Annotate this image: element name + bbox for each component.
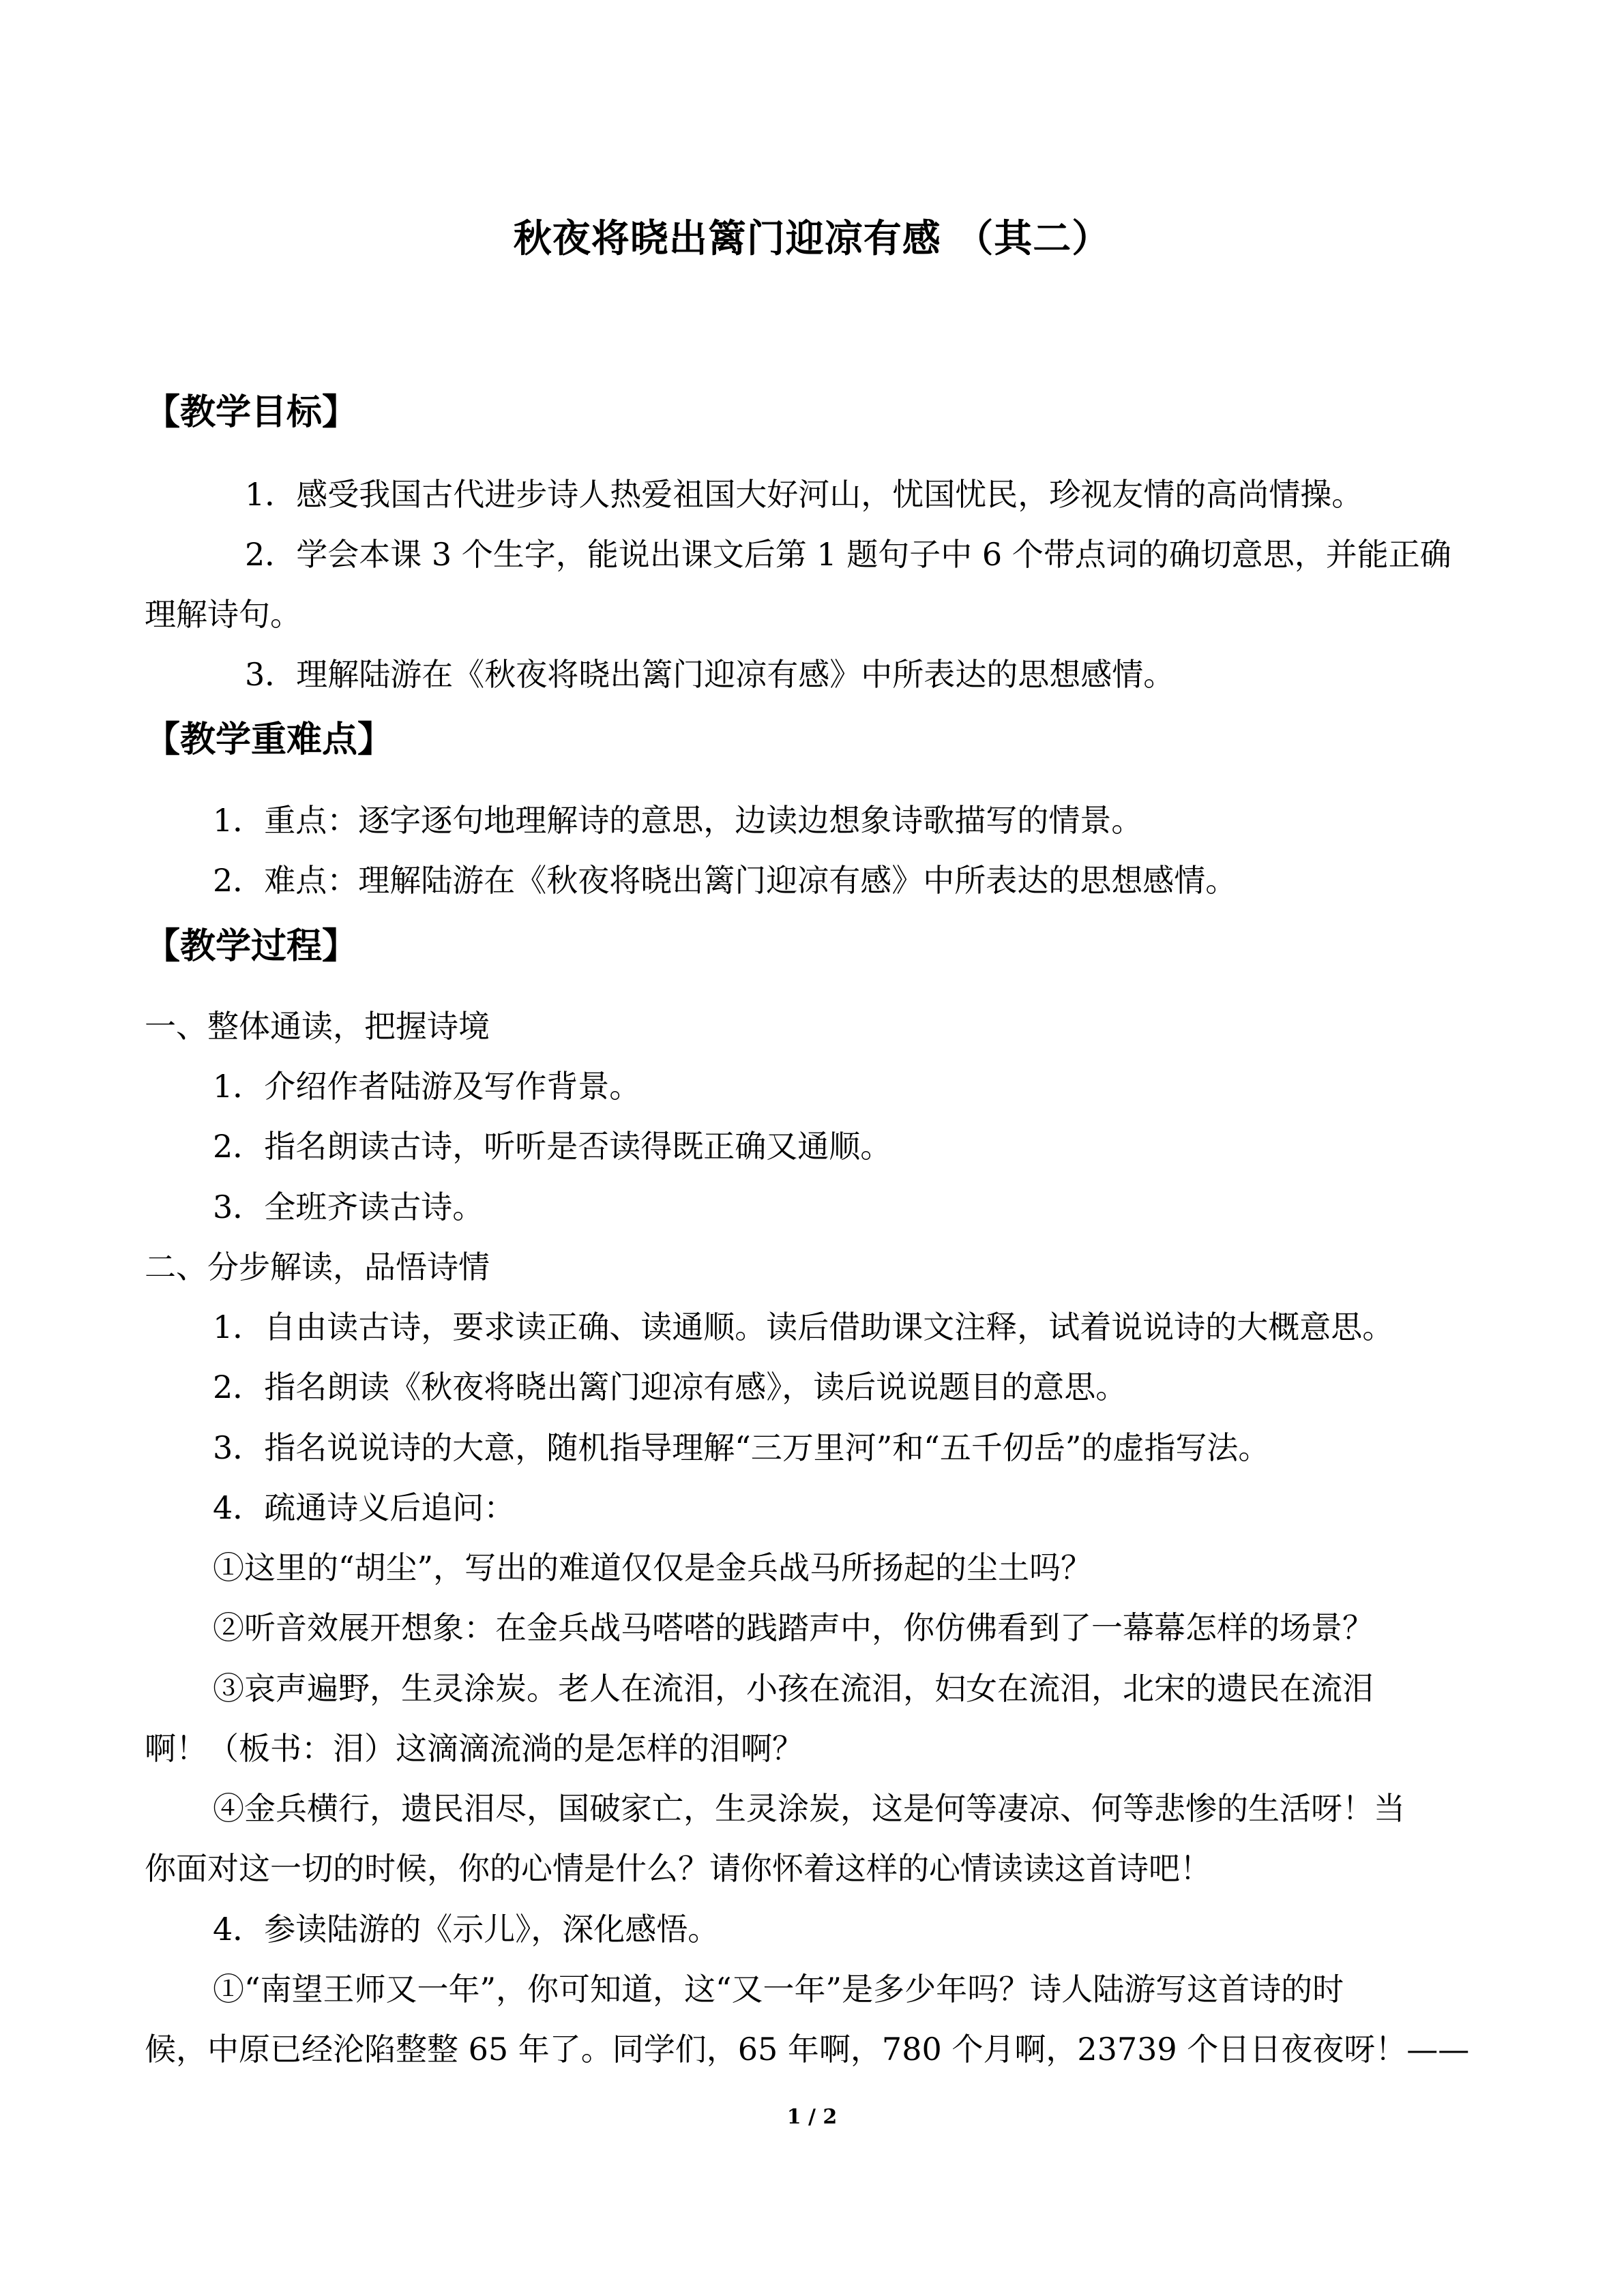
- key-point-line-2: 2．难点：理解陆游在《秋夜将晓出篱门迎凉有感》中所表达的思想感情。: [213, 862, 1237, 899]
- goal-line-1: 1．感受我国古代进步诗人热爱祖国大好河山，忧国忧民，珍视友情的高尚情操。: [245, 476, 1363, 513]
- process-line-2: 1．介绍作者陆游及写作背景。: [213, 1068, 641, 1105]
- process-line-17: ①“南望王师又一年”，你可知道，这“又一年”是多少年吗？诗人陆游写这首诗的时: [213, 1971, 1344, 2008]
- process-line-5: 二、分步解读，品悟诗情: [145, 1249, 490, 1285]
- process-line-13: 啊！（板书：泪）这滴滴流淌的是怎样的泪啊？: [145, 1730, 803, 1767]
- document-title: 秋夜将晓出篱门迎凉有感 （其二）: [513, 216, 1111, 261]
- key-point-line-1: 1．重点：逐字逐句地理解诗的意思，边读边想象诗歌描写的情景。: [213, 802, 1143, 839]
- section-heading-goals: 【教学目标】: [145, 392, 358, 433]
- process-line-8: 3．指名说说诗的大意，随机指导理解“三万里河”和“五千仞岳”的虚指写法。: [213, 1429, 1270, 1466]
- process-line-4: 3．全班齐读古诗。: [213, 1189, 484, 1225]
- goal-line-3: 理解诗句。: [145, 596, 301, 633]
- goal-line-4: 3．理解陆游在《秋夜将晓出篱门迎凉有感》中所表达的思想感情。: [245, 656, 1175, 693]
- process-line-3: 2．指名朗读古诗，听听是否读得既正确又通顺。: [213, 1128, 892, 1165]
- goal-line-2: 2．学会本课 3 个生字，能说出课文后第 1 题句子中 6 个带点词的确切意思，并能正确: [245, 536, 1451, 573]
- process-line-14: ④金兵横行，遗民泪尽，国破家亡，生灵涂炭，这是何等凄凉、何等悲惨的生活呀！当: [213, 1790, 1405, 1827]
- process-line-6: 1．自由读古诗，要求读正确、读通顺。读后借助课文注释，试着说说诗的大概意思。: [213, 1309, 1394, 1345]
- process-line-9: 4．疏通诗义后追问：: [213, 1489, 516, 1526]
- section-heading-key-points: 【教学重难点】: [145, 719, 394, 760]
- process-line-18: 候，中原已经沦陷整整 65 年了。同学们，65 年啊，780 个月啊，23739 个日日夜夜呀！——: [145, 2031, 1470, 2068]
- process-line-1: 一、整体通读，把握诗境: [145, 1008, 490, 1045]
- process-line-10: ①这里的“胡尘”，写出的难道仅仅是金兵战马所扬起的尘土吗？: [213, 1549, 1093, 1586]
- page-number: 1 / 2: [786, 2105, 838, 2129]
- process-line-7: 2．指名朗读《秋夜将晓出篱门迎凉有感》，读后说说题目的意思。: [213, 1369, 1127, 1405]
- section-heading-process: 【教学过程】: [145, 926, 358, 967]
- process-line-16: 4．参读陆游的《示儿》，深化感悟。: [213, 1911, 720, 1948]
- process-line-11: ②听音效展开想象：在金兵战马嗒嗒的践踏声中，你仿佛看到了一幕幕怎样的场景？: [213, 1609, 1374, 1646]
- process-line-15: 你面对这一切的时候，你的心情是什么？请你怀着这样的心情读读这首诗吧！: [145, 1850, 1211, 1887]
- process-line-12: ③哀声遍野，生灵涂炭。老人在流泪，小孩在流泪，妇女在流泪，北宋的遗民在流泪: [213, 1670, 1374, 1707]
